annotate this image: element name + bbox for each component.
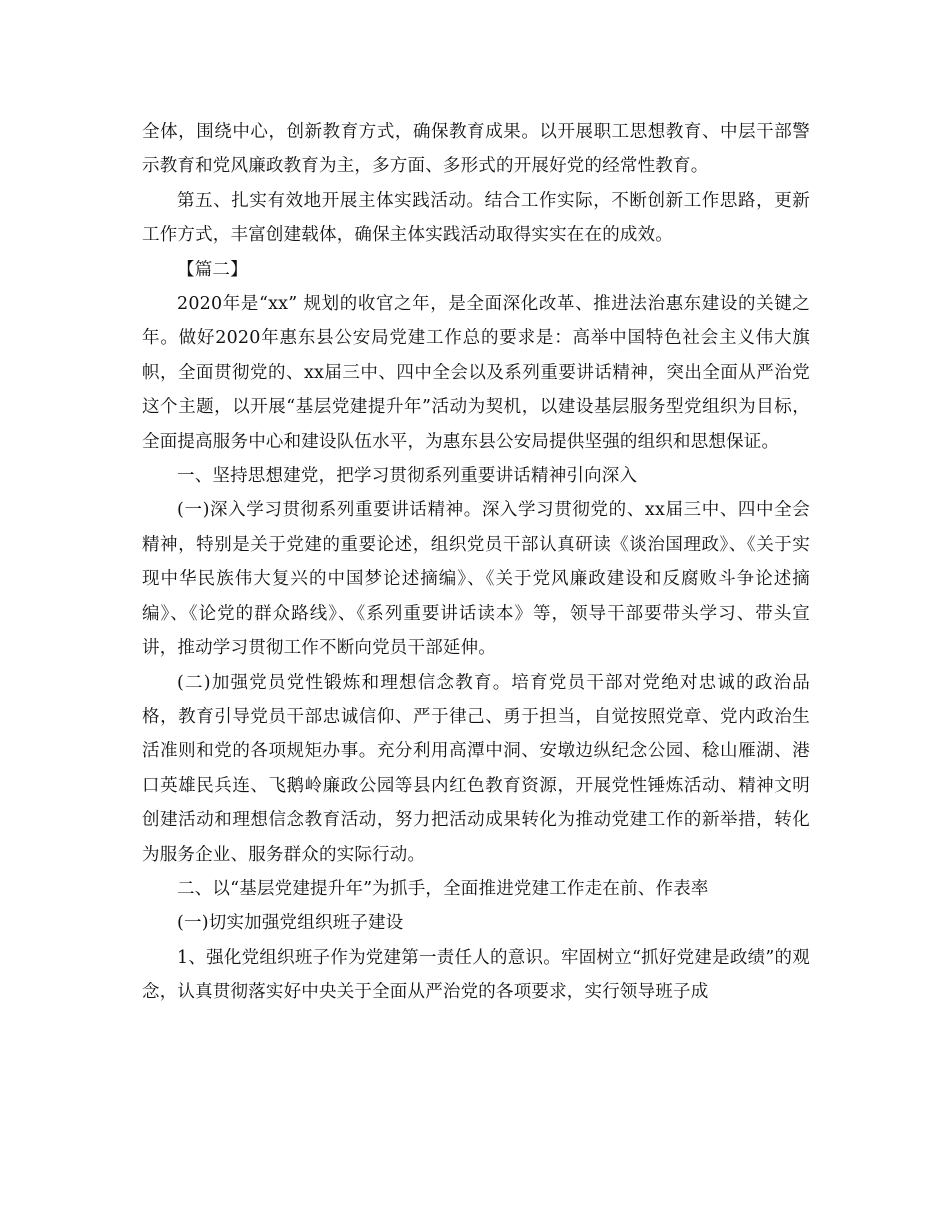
paragraph-study: (一)深入学习贯彻系列重要讲话精神。深入学习贯彻党的、xx届三中、四中全会精神，特别是关于党建的重要论述，组织党员干部认真研读《谈治国理政》、《关于实现中华民族伟大复兴的中国梦论述摘编》、《关于党风廉政建设和反腐败斗争论述摘编》、《论党的群众路线》、《系列重要讲话读本》等，领导干部要带头学习、带头宣讲，推动学习贯彻工作不断向党员干部延伸。 — [142, 500, 810, 659]
document-body — [142, 115, 810, 1010]
section-marker: 【篇二】 — [177, 259, 248, 280]
subsection-heading-1: (一)切实加强党组织班子建设 — [177, 913, 404, 934]
section-heading-1: 一、坚持思想建党，把学习贯彻系列重要讲话精神引向深入 — [177, 466, 638, 487]
section-heading-2: 二、以“基层党建提升年”为抓手，全面推进党建工作走在前、作表率 — [177, 878, 709, 899]
paragraph-intro: 2020年是“xx” 规划的收官之年，是全面深化改革、推进法治惠东建设的关键之年。做好2020年惠东县公安局党建工作总的要求是：高举中国特色社会主义伟大旗帜，全面贯彻党的、xx届三中、四中全会以及系列重要讲话精神，突出全面从严治党这个主题，以开展“基层党建提升年”活动为契机，以建设基层服务型党组织为目标，全面提高服务中心和建设队伍水平，为惠东县公安局提供坚强的组织和思想保证。 — [142, 294, 810, 452]
paragraph-2: 第五、扎实有效地开展主体实践活动。结合工作实际，不断创新工作思路，更新工作方式，丰富创建载体，确保主体实践活动取得实实在在的成效。 — [142, 190, 810, 246]
paragraph-responsibility: 1、强化党组织班子作为党建第一责任人的意识。牢固树立“抓好党建是政绩”的观念，认真贯彻落实好中央关于全面从严治党的各项要求，实行领导班子成 — [142, 947, 810, 1003]
paragraph-education: (二)加强党员党性锻炼和理想信念教育。培育党员干部对党绝对忠诚的政治品格，教育引导党员干部忠诚信仰、严于律己、勇于担当，自觉按照党章、党内政治生活准则和党的各项规矩办事。充分利用高潭中洞、安墩边纵纪念公园、稔山雁湖、港口英雄民兵连、飞鹅岭廉政公园等县内红色教育资源，开展党性锤炼活动、精神文明创建活动和理想信念教育活动，努力把活动成果转化为推动党建工作的新举措，转化为服务企业、服务群众的实际行动。 — [142, 672, 810, 865]
paragraph-1: 全体，围绕中心，创新教育方式，确保教育成果。以开展职工思想教育、中层干部警示教育和党风廉政教育为主，多方面、多形式的开展好党的经常性教育。 — [142, 122, 810, 177]
